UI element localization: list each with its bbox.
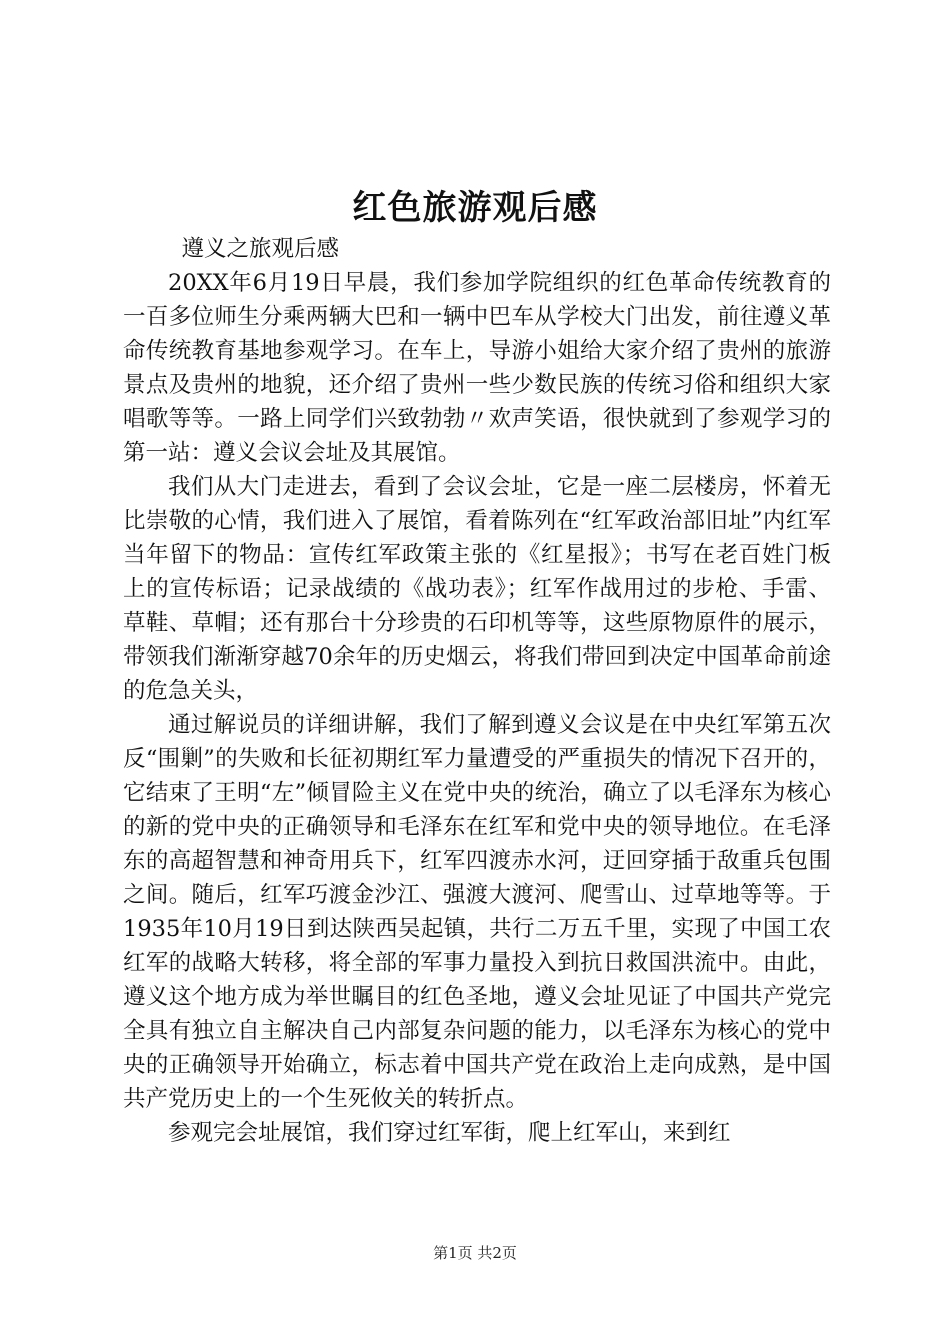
paragraph: 通过解说员的详细讲解，我们了解到遵义会议是在中央红军第五次反“围剿”的失败和长征初期红军力量遭受的严重损失的情况下召开的，它结束了王明“左”倾冒险主义在党中央的统治，确立了以毛泽东为核心的新的党中央的正确领导和毛泽东在红军和党中央的领导地位。在毛泽东的高超智慧和神奇用兵下，红军四渡赤水河，迂回穿插于敌重兵包围之间。随后，红军巧渡金沙江、强渡大渡河、爬雪山、过草地等等。于1935年10月19日到达陕西吴起镇，共行二万五千里，实现了中国工农红军的战略大转移，将全部的军事力量投入到抗日救国洪流中。由此，遵义这个地方成为举世瞩目的红色圣地，遵义会址见证了中国共产党完全具有独立自主解决自己内部复杂问题的能力，以毛泽东为核心的党中央的正确领导开始确立，标志着中国共产党在政治上走向成熟，是中国共产党历史上的一个生死攸关的转折点。 [123,712,831,1112]
document-body [123,232,831,1150]
paragraph: 我们从大门走进去，看到了会议会址，它是一座二层楼房，怀着无比崇敬的心情，我们进入了展馆，看着陈列在“红军政治部旧址”内红军当年留下的物品：宣传红军政策主张的《红星报》；书写在老百姓门板上的宣传标语；记录战绩的《战功表》；红军作战用过的步枪、手雷、草鞋、草帽；还有那台十分珍贵的石印机等等，这些原物原件的展示，带领我们渐渐穿越70余年的历史烟云，将我们带回到决定中国革命前途的危急关头， [123,474,831,704]
document-subtitle: 遵义之旅观后感 [181,236,340,262]
paragraph: 参观完会址展馆，我们穿过红军街，爬上红军山，来到红 [168,1120,731,1146]
paragraph: 20XX年6月19日早晨，我们参加学院组织的红色革命传统教育的一百多位师生分乘两辆大巴和一辆中巴车从学校大门出发，前往遵义革命传统教育基地参观学习。在车上，导游小姐给大家介绍了贵州的旅游景点及贵州的地貌，还介绍了贵州一些少数民族的传统习俗和组织大家唱歌等等。一路上同学们兴致勃勃〃欢声笑语，很快就到了参观学习的第一站：遵义会议会址及其展馆。 [123,270,831,466]
page-number-footer: 第1页 共2页 [433,1244,517,1262]
document-title: 红色旅游观后感 [352,188,598,228]
